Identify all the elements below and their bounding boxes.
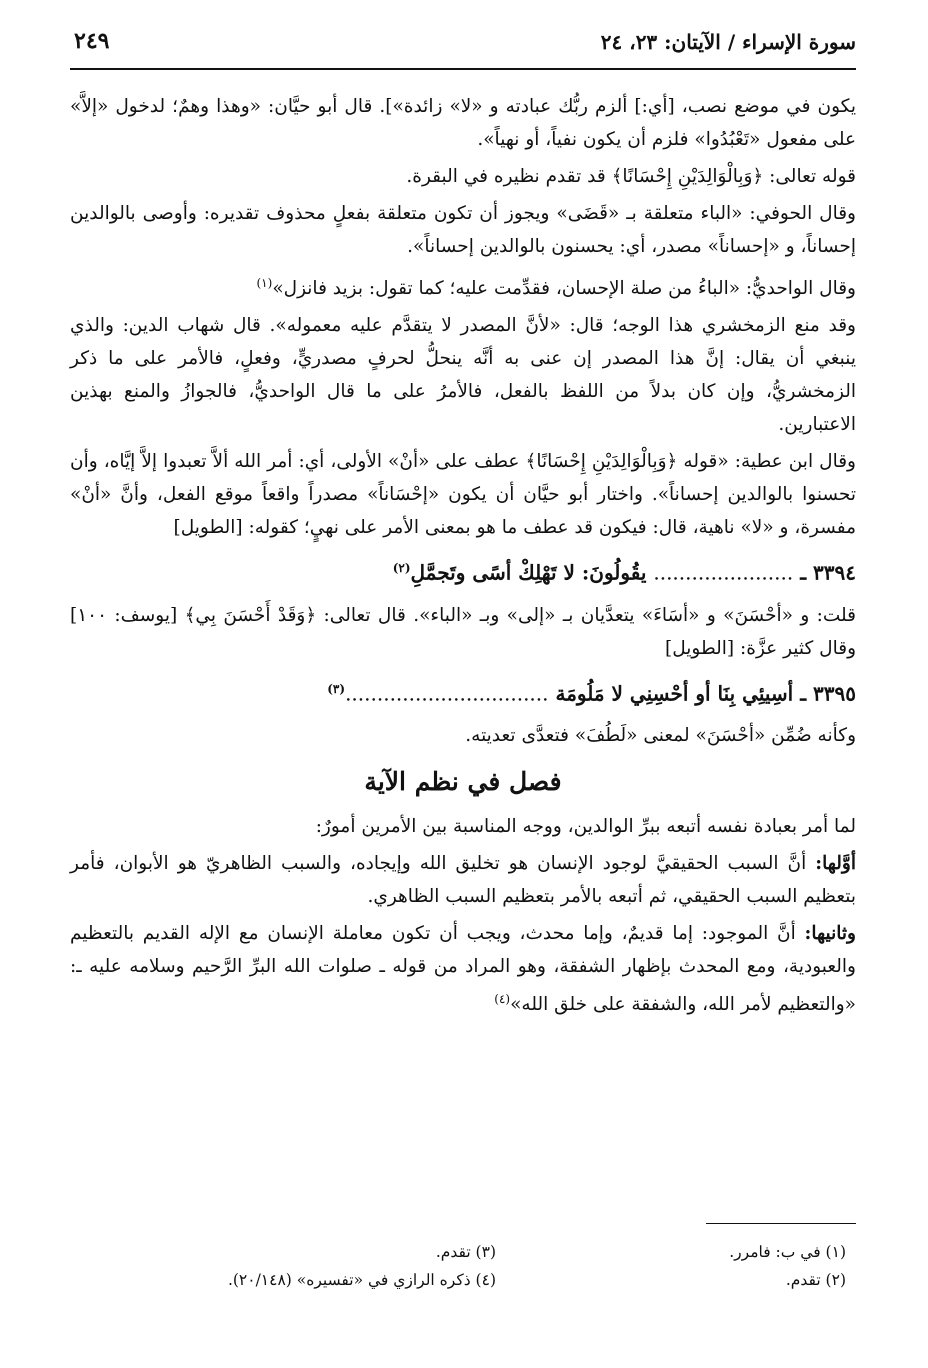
footnote-marker: (١)	[256, 276, 273, 290]
footnote: (١) في ب: فامرر.	[729, 1243, 846, 1261]
paragraph: وكأنه ضُمِّن «أحْسَنَ» لمعنى «لَطُفَ» فتعدَّى تعديته.	[465, 725, 856, 747]
paragraph: قوله تعالى: ﴿وَبِالْوَالِدَيْنِ إِحْسَانًا﴾ قد تقدم نظيره في البقرة.	[406, 166, 856, 187]
paragraph: وقد منع الزمخشري هذا الوجه؛ قال: «لأنَّ المصدر لا يتقدَّم عليه معموله». قال شهاب الدين: والذي ينبغي أن يقال: إنَّ هذا المصدر إن عنى به أنَّه ينحلُّ لحرفٍ مصدريٍّ، وفعلٍ، فالأمر على ما ذكر الزمخشريُّ، وإن كان بدلاً من اللفظ بالفعل، فالأمرُ على ما قال الواحديُّ، فالجوازُ والمنع بهذين الاعتبارين.	[70, 315, 856, 436]
point-label: أوَّلها:	[815, 853, 856, 875]
paragraph	[70, 267, 856, 305]
section-heading: فصل في نظم الآية	[364, 767, 562, 797]
surah-title: سورة الإسراء / الآيتان: ٢٣، ٢٤	[600, 30, 856, 54]
footnote: (٣) تقدم.	[435, 1243, 496, 1261]
poetry-verse	[70, 669, 856, 714]
verse-number: ٣٣٩٥ ـ	[800, 681, 856, 706]
footnote: (٤) ذكره الرازي في «تفسيره» (٢٠/١٤٨).	[227, 1271, 496, 1289]
verse-dots: ................................	[345, 681, 549, 706]
footnote: (٢) تقدم.	[785, 1271, 846, 1289]
footnote-separator	[706, 1223, 856, 1224]
poetry-verse	[70, 548, 856, 593]
running-header	[70, 28, 856, 70]
main-text	[70, 90, 856, 1022]
paragraph: وقال ابن عطية: «قوله ﴿وَبِالْوَالِدَيْنِ إِحْسَانًا﴾ عطف على «أنْ» الأولى، أي: أمر الله ألاَّ تعبدوا إلاَّ إيَّاه، وأن تحسنوا بالوالدين إحساناً». واختار أبو حيَّان أن يكون «إحْسَاناً» مصدراً واقعاً موقع الفعل، وأنَّ «أنْ» مفسرة، و «لا» ناهية، قال: فيكون قد عطف ما هو بمعنى الأمر على نهيٍ؛ كقوله: [الطويل]	[70, 451, 856, 539]
verse-text: أسِيئِي بِنَا أو أحْسِنِي لا مَلُومَة	[555, 681, 794, 706]
footnote-marker: (٢)	[392, 561, 411, 576]
paragraph: وقال الحوفي: «الباء متعلقة بـ «قَضَى» ويجوز أن تكون متعلقة بفعلٍ محذوف تقديره: وأوصى بالوالدين إحساناً، و «إحساناً» مصدر، أي: يحسنون بالوالدين إحساناً».	[70, 203, 856, 257]
point-text: أنَّ الموجود: إما قديمٌ، وإما محدث، ويجب أن تكون معاملة الإنسان مع الإله القديم بالتعظيم والعبودية، ومع المحدث بإظهار الشفقة، وهو المراد من قوله ـ صلوات الله البرِّ الرَّحيم وسلامه عليه ـ: «والتعظيم لأمر الله، والشفقة على خلق الله»	[70, 923, 856, 1016]
verse-number: ٣٣٩٤ ـ	[800, 560, 856, 585]
footnote-column-right	[516, 1238, 846, 1294]
paragraph-text: وقال الواحديُّ: «الباءُ من صلة الإحسان، فقدِّمت عليه؛ كما تقول: بزيد فانزل»	[272, 278, 856, 300]
verse-text: يقُولُونَ: لا تَهْلِكْ أسًى وتَجمَّلِ	[410, 560, 647, 585]
footnote-marker: (٣)	[327, 681, 346, 696]
page-number: ٢٤٩	[74, 28, 110, 54]
footnote-marker: (٤)	[494, 992, 511, 1007]
paragraph: قلت: و «أحْسَنَ» و «أسَاءَ» يتعدَّيان بـ «إلى» وبـ «الباء». قال تعالى: ﴿وَقَدْ أَحْسَنَ بِي﴾ [يوسف: ١٠٠] وقال كثير عزَّة: [الطويل]	[70, 604, 856, 659]
point-label: وثانيها:	[804, 923, 856, 945]
paragraph	[70, 917, 856, 1021]
paragraph: يكون في موضع نصب، [أي:] ألزم ربُّك عبادته و «لا» زائدة»]. قال أبو حيَّان: «وهذا وهمٌ؛ لدخول «إلاَّ» على مفعول «تَعْبُدُوا» فلزم أن يكون نفياً، أو نهياً».	[70, 96, 856, 150]
paragraph: لما أمر بعبادة نفسه أتبعه ببرِّ الوالدين، ووجه المناسبة بين الأمرين أمورٌ:	[315, 816, 856, 838]
verse-dots: ......................	[653, 560, 794, 585]
paragraph	[70, 847, 856, 913]
book-page	[70, 28, 856, 1348]
footnote-column-left	[76, 1238, 496, 1294]
point-text: أنَّ السبب الحقيقيَّ لوجود الإنسان هو تخليق الله وإيجاده، والسبب الظاهريّ هو الأبوان، فأمر بتعظيم السبب الحقيقي، ثم أتبعه بالأمر بتعظيم السبب الظاهري.	[70, 853, 856, 908]
